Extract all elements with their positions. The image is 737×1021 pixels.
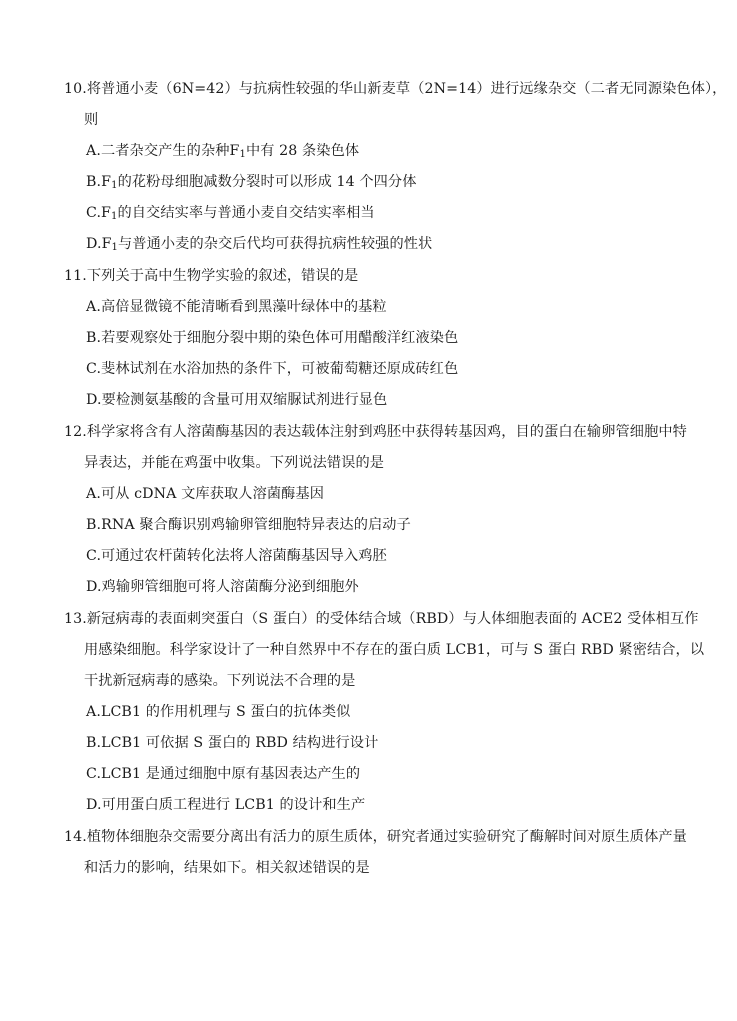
question-10-stem-line-2: 则 xyxy=(84,112,99,128)
question-13-option-b: B.LCB1 可依据 S 蛋白的 RBD 结构进行设计 xyxy=(86,735,379,751)
question-13-stem-line-3: 干扰新冠病毒的感染。下列说法不合理的是 xyxy=(84,673,356,689)
question-13-option-a: A.LCB1 的作用机理与 S 蛋白的抗体类似 xyxy=(86,704,351,720)
question-14-stem-line-1: 14.植物体细胞杂交需要分离出有活力的原生质体，研究者通过实验研究了酶解时间对原生质体产量 xyxy=(64,829,687,845)
question-12-option-d: D.鸡输卵管细胞可将人溶菌酶分泌到细胞外 xyxy=(86,579,359,595)
question-11-stem-line-1: 11.下列关于高中生物学实验的叙述，错误的是 xyxy=(64,268,359,284)
question-12-option-c: C.可通过农杆菌转化法将人溶菌酶基因导入鸡胚 xyxy=(86,548,387,564)
question-10-option-d: $D.F_1$与普通小麦的杂交后代均可获得抗病性较强的性状 xyxy=(86,236,433,253)
question-13-stem-line-2: 用感染细胞。科学家设计了一种自然界中不存在的蛋白质 LCB1，可与 S 蛋白 RBD 紧密结合，以 xyxy=(84,642,705,658)
question-11-option-a: A.高倍显微镜不能清晰看到黑藻叶绿体中的基粒 xyxy=(86,299,387,315)
question-10-option-b: $B.F_1$的花粉母细胞减数分裂时可以形成 14 个四分体 xyxy=(86,174,417,191)
question-10-stem-line-1: 10.将普通小麦（6N=42）与抗病性较强的华山新麦草（2N=14）进行远缘杂交（二者无同源染色体）， xyxy=(64,81,727,97)
question-11-option-b: B.若要观察处于细胞分裂中期的染色体可用醋酸洋红液染色 xyxy=(86,330,459,346)
question-12-stem-line-2: 异表达，并能在鸡蛋中收集。下列说法错误的是 xyxy=(84,455,385,471)
question-12-option-a: A.可从 cDNA 文库获取人溶菌酶基因 xyxy=(86,486,325,502)
question-13-stem-line-1: 13.新冠病毒的表面刺突蛋白（S 蛋白）的受体结合域（RBD）与人体细胞表面的 ACE2 受体相互作 xyxy=(64,611,699,627)
question-10-option-c: $C.F_1$的自交结实率与普通小麦自交结实率相当 xyxy=(86,205,375,222)
question-12-option-b: B.RNA 聚合酶识别鸡输卵管细胞特异表达的启动子 xyxy=(86,517,411,533)
question-12-stem-line-1: 12.科学家将含有人溶菌酶基因的表达载体注射到鸡胚中获得转基因鸡，目的蛋白在输卵管细胞中特 xyxy=(64,424,687,440)
question-13-option-d: D.可用蛋白质工程进行 LCB1 的设计和生产 xyxy=(86,797,366,813)
question-11-option-d: D.要检测氨基酸的含量可用双缩脲试剂进行显色 xyxy=(86,392,388,408)
question-10-option-a: A.二者杂交产生的杂种$F_1$中有 28 条染色体 xyxy=(86,143,360,160)
question-14-stem-line-2: 和活力的影响，结果如下。相关叙述错误的是 xyxy=(84,860,370,876)
question-13-option-c: C.LCB1 是通过细胞中原有基因表达产生的 xyxy=(86,766,361,782)
question-11-option-c: C.斐林试剂在水浴加热的条件下，可被葡萄糖还原成砖红色 xyxy=(86,361,459,377)
